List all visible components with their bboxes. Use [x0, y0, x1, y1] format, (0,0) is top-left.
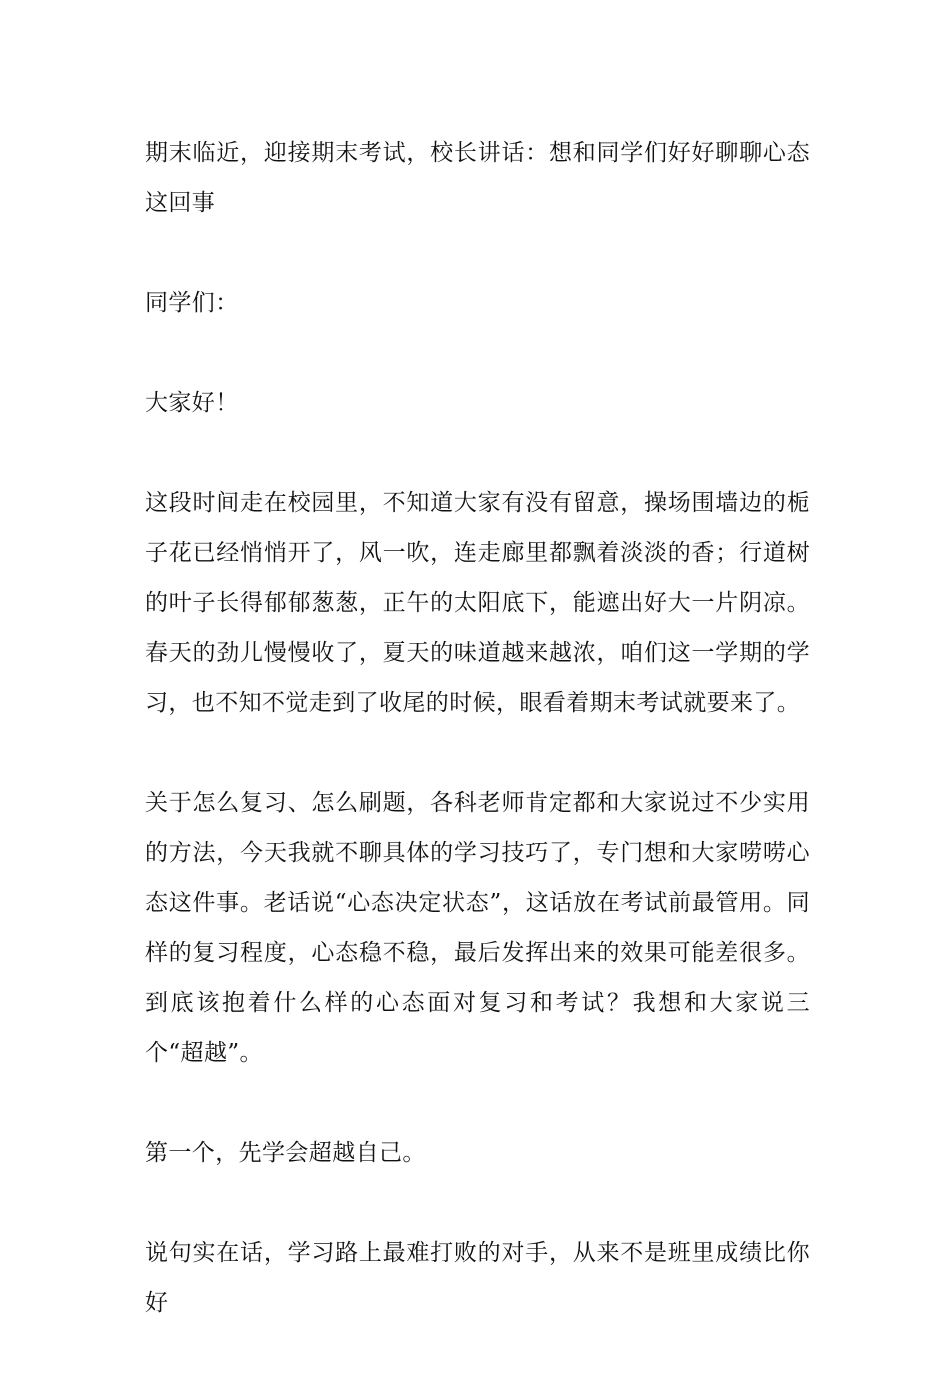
- document-title: 期末临近，迎接期末考试，校长讲话：想和同学们好好聊聊心态这回事: [145, 140, 810, 216]
- paragraph-intro: 这段时间走在校园里，不知道大家有没有留意，操场围墙边的栀子花已经悄悄开了，风一吹，连走廊里都飘着淡淡的香；行道树的叶子长得郁郁葱葱，正午的太阳底下，能遮出好大一片阴凉。春天的劲儿慢慢收了，夏天的味道越来越浓，咱们这一学期的学习，也不知不觉走到了收尾的时候，眼看着期末考试就要来了。: [145, 490, 810, 716]
- paragraph-topic: 关于怎么复习、怎么刷题，各科老师肯定都和大家说过不少实用的方法，今天我就不聊具体的学习技巧了，专门想和大家唠唠心态这件事。老话说“心态决定状态”，这话放在考试前最管用。同样的复习程度，心态稳不稳，最后发挥出来的效果可能差很多。到底该抱着什么样的心态面对复习和考试？我想和大家说三个“超越”。: [145, 790, 810, 1066]
- section-heading-first: 第一个，先学会超越自己。: [145, 1140, 426, 1166]
- document-body: [145, 128, 810, 1378]
- salutation: 同学们：: [145, 290, 239, 316]
- paragraph-first-detail: 说句实在话，学习路上最难打败的对手，从来不是班里成绩比你好: [145, 1240, 810, 1316]
- greeting: 大家好！: [145, 390, 239, 416]
